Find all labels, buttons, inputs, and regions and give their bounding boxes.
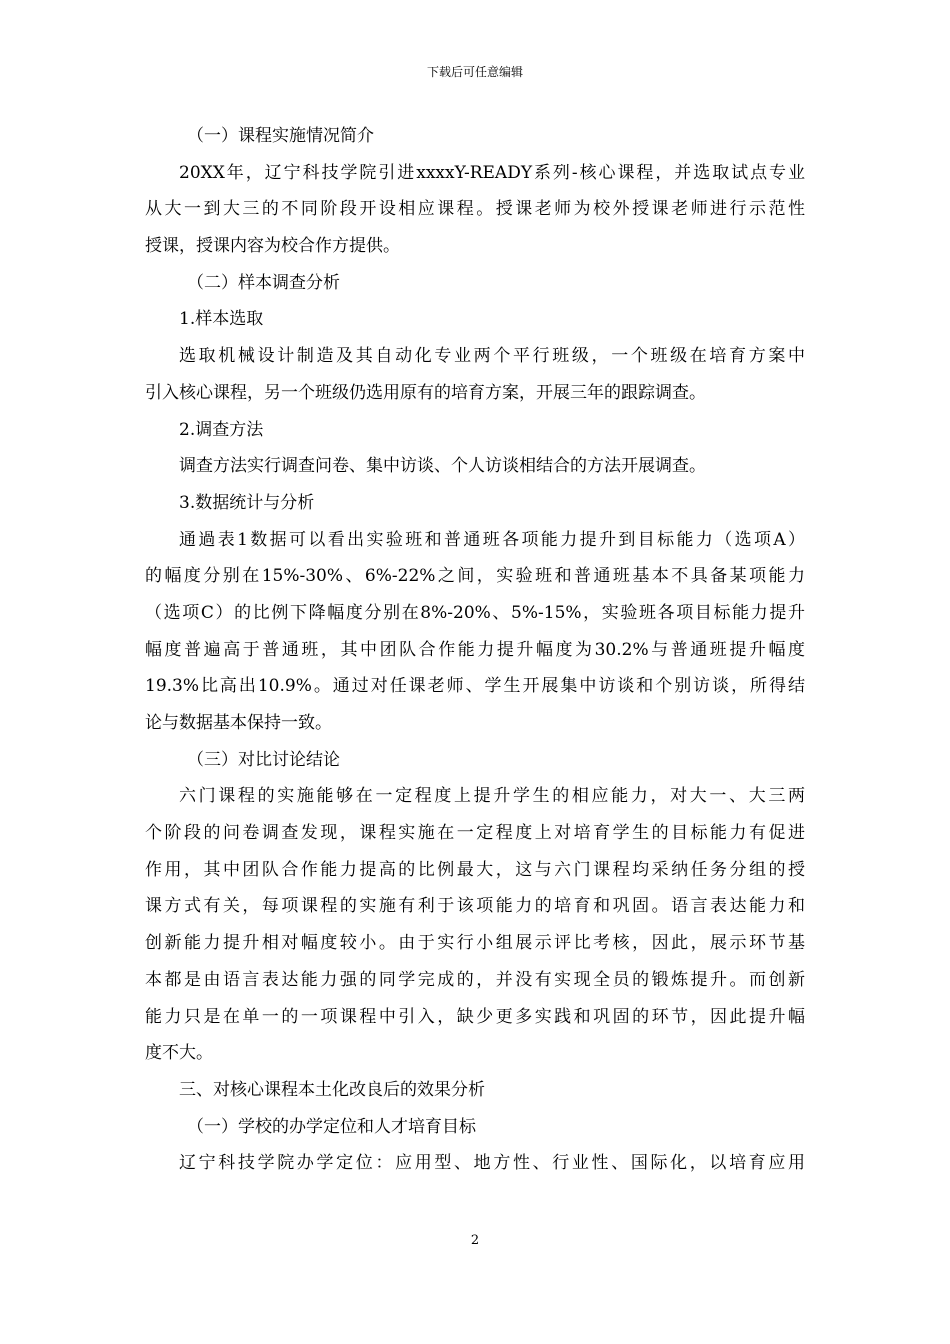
text-line: 19.3%比高出10.9%。通过对任课老师、学生开展集中访谈和个别访谈，所得结 bbox=[145, 676, 805, 697]
document-body bbox=[145, 118, 805, 1182]
text-line: 个阶段的问卷调查发现，课程实施在一定程度上对培育学生的目标能力有促进 bbox=[145, 823, 805, 844]
text-line: 调查方法实行调查问卷、集中访谈、个人访谈相结合的方法开展调查。 bbox=[179, 456, 706, 477]
text-line: 三、对核心课程本土化改良后的效果分析 bbox=[179, 1079, 485, 1100]
text-line: 辽宁科技学院办学定位：应用型、地方性、行业性、国际化，以培育应用 bbox=[179, 1153, 805, 1174]
text-line: （一）学校的办学定位和人才培育目标 bbox=[187, 1116, 476, 1137]
text-line: 的幅度分别在15%-30%、6%-22%之间，实验班和普通班基本不具备某项能力 bbox=[145, 566, 805, 587]
text-line: 论与数据基本保持一致。 bbox=[145, 713, 332, 733]
text-line: 授课，授课内容为校合作方提供。 bbox=[145, 236, 400, 257]
text-line: 度不大。 bbox=[145, 1043, 213, 1064]
text-line: 本都是由语言表达能力强的同学完成的，并没有实现全员的锻炼提升。而创新 bbox=[145, 969, 805, 990]
text-line: 幅度普遍高于普通班，其中团队合作能力提升幅度为30.2%与普通班提升幅度 bbox=[145, 639, 805, 660]
text-line: 1.样本选取 bbox=[179, 309, 264, 330]
text-line: 选取机械设计制造及其自动化专业两个平行班级，一个班级在培育方案中 bbox=[179, 346, 805, 367]
text-line: 创新能力提升相对幅度较小。由于实行小组展示评比考核，因此，展示环节基 bbox=[145, 933, 805, 954]
text-line: 20XX年，辽宁科技学院引进xxxxY-READY系列-核心课程，并选取试点专业 bbox=[179, 162, 805, 183]
text-line: 3.数据统计与分析 bbox=[179, 492, 315, 513]
text-line: （一）课程实施情况简介 bbox=[187, 126, 374, 146]
page-number: 2 bbox=[470, 1233, 480, 1248]
text-line: 2.调查方法 bbox=[179, 419, 264, 440]
text-line: （二）样本调查分析 bbox=[187, 272, 340, 293]
text-line: 引入核心课程，另一个班级仍选用原有的培育方案，开展三年的跟踪调查。 bbox=[145, 382, 706, 403]
page-header: 下载后可任意编辑 bbox=[426, 65, 523, 79]
text-line: （三）对比讨论结论 bbox=[187, 749, 340, 770]
text-line: 能力只是在单一的一项课程中引入，缺少更多实践和巩固的环节，因此提升幅 bbox=[145, 1006, 805, 1027]
text-line: 作用，其中团队合作能力提高的比例最大，这与六门课程均采纳任务分组的授 bbox=[145, 859, 805, 880]
text-line: 六门课程的实施能够在一定程度上提升学生的相应能力，对大一、大三两 bbox=[179, 786, 805, 807]
text-line: 从大一到大三的不同阶段开设相应课程。授课老师为校外授课老师进行示范性 bbox=[145, 199, 805, 220]
text-line: （选项C）的比例下降幅度分别在8%-20%、5%-15%，实验班各项目标能力提升 bbox=[145, 602, 805, 623]
text-line: 课方式有关，每项课程的实施有利于该项能力的培育和巩固。语言表达能力和 bbox=[145, 896, 805, 917]
text-line: 通過表1数据可以看出实验班和普通班各项能力提升到目标能力（选项A） bbox=[179, 529, 805, 550]
